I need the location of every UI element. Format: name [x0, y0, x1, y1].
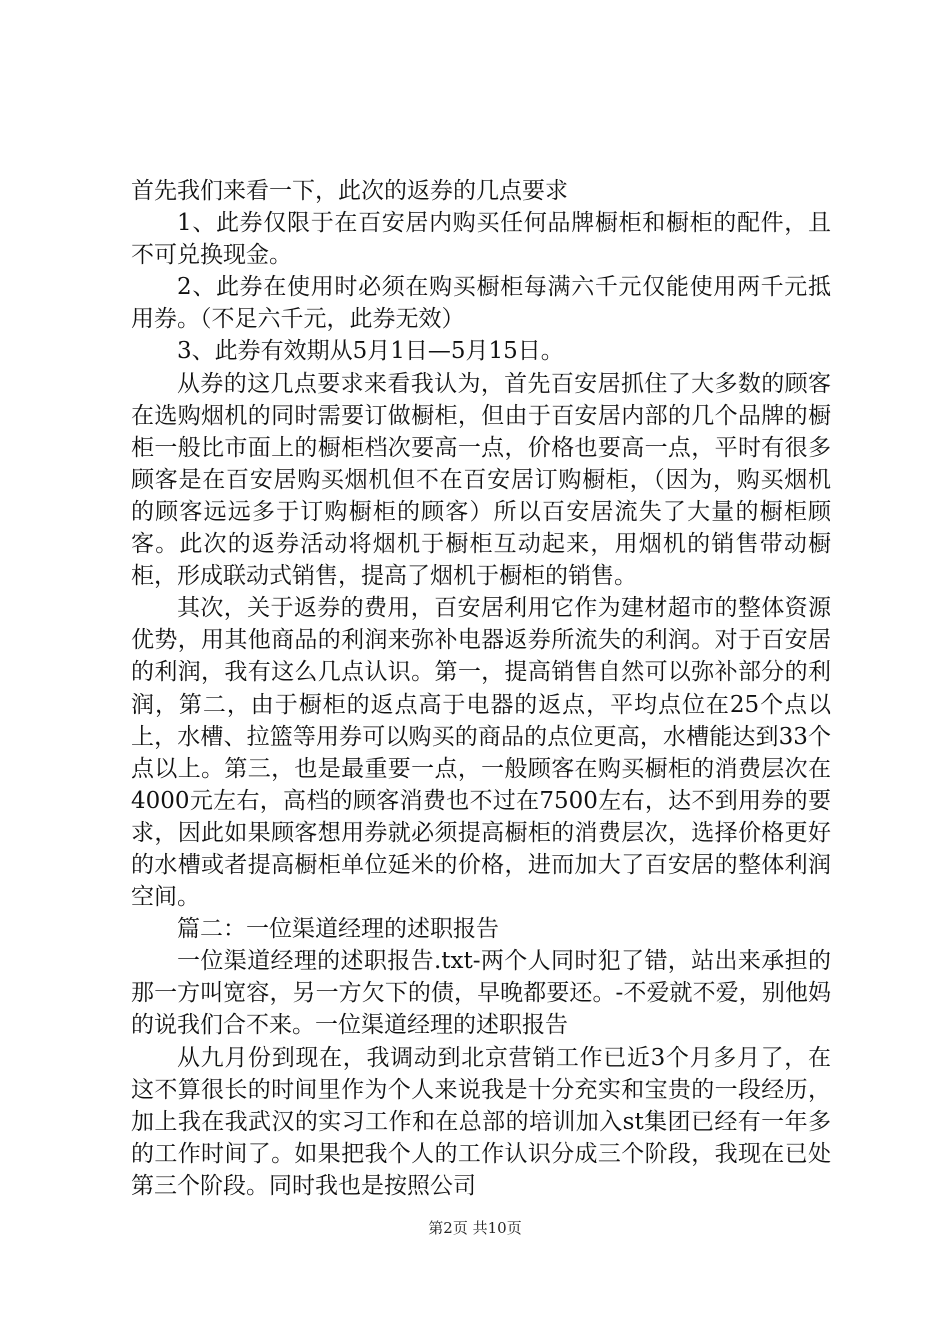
paragraph-item-1: 1、此券仅限于在百安居内购买任何品牌橱柜和橱柜的配件，且不可兑换现金。: [131, 210, 831, 269]
paragraph-report-body: 从九月份到现在，我调动到北京营销工作已近3个月多月了，在这不算很长的时间里作为个人来说我是十分充实和宝贵的一段经历，加上我在我武汉的实习工作和在总部的培训加入st集团已经有一年多的工作时间了。如果把我个人的工作认识分成三个阶段，我现在已处第三个阶段。同时我也是按照公司: [131, 1044, 831, 1199]
paragraph-item-2: 2、此券在使用时必须在购买橱柜每满六千元仅能使用两千元抵用券。（不足六千元，此券无效）: [131, 274, 831, 333]
page-number-label: 第2页 共10页: [428, 1219, 522, 1237]
document-body: [131, 175, 831, 1202]
page-footer: [0, 1218, 950, 1238]
paragraph-cost: 其次，关于返券的费用，百安居利用它作为建材超市的整体资源优势，用其他商品的利润来弥补电器返券所流失的利润。对于百安居的利润，我有这么几点认识。第一，提高销售自然可以弥补部分的利润，第二，由于橱柜的返点高于电器的返点，平均点位在25个点以上，水槽、拉篮等用券可以购买的商品的点位更高，水槽能达到33个点以上。第三，也是最重要一点，一般顾客在购买橱柜的消费层次在4000元左右，高档的顾客消费也不过在7500左右，达不到用券的要求，因此如果顾客想用券就必须提高橱柜的消费层次，选择价格更好的水槽或者提高橱柜单位延米的价格，进而加大了百安居的整体利润空间。: [131, 595, 831, 911]
paragraph-heading-intro: 首先我们来看一下，此次的返券的几点要求: [131, 178, 568, 204]
paragraph-section-title: 篇二：一位渠道经理的述职报告: [177, 916, 499, 943]
paragraph-report-intro: 一位渠道经理的述职报告.txt-两个人同时犯了错，站出来承担的那一方叫宽容，另一方欠下的债，早晚都要还。-不爱就不爱，别他妈的说我们合不来。一位渠道经理的述职报告: [131, 948, 831, 1039]
paragraph-analysis: 从券的这几点要求来看我认为，首先百安居抓住了大多数的顾客在选购烟机的同时需要订做橱柜，但由于百安居内部的几个品牌的橱柜一般比市面上的橱柜档次要高一点，价格也要高一点，平时有很多顾客是在百安居购买烟机但不在百安居订购橱柜，（因为，购买烟机的顾客远远多于订购橱柜的顾客）所以百安居流失了大量的橱柜顾客。此次的返券活动将烟机于橱柜互动起来，用烟机的销售带动橱柜，形成联动式销售，提高了烟机于橱柜的销售。: [131, 370, 831, 590]
paragraph-item-3: 3、此券有效期从5月1日—5月15日。: [177, 338, 564, 365]
